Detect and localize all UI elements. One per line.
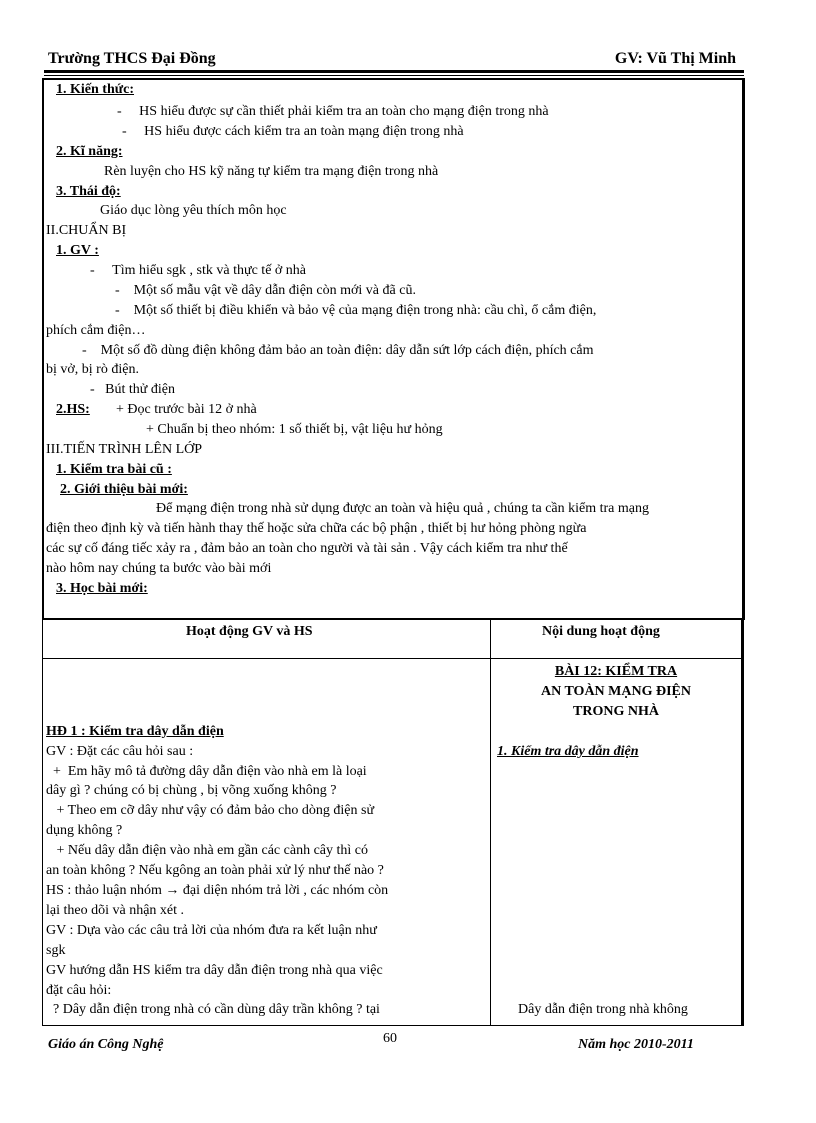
attitude-title: 3. Thái độ: (56, 184, 121, 199)
table-header-activities: Hoạt động GV và HS (186, 624, 313, 639)
lesson-heading (492, 662, 740, 682)
activity-line: GV : Đặt các câu hỏi sau : (46, 744, 194, 759)
activity-title: HĐ 1 : Kiểm tra dây dẫn điện (46, 724, 224, 739)
intro-line: Để mạng điện trong nhà sử dụng được an toàn và hiệu quả , chúng ta cần kiểm tra mạng (156, 501, 649, 516)
activity-line: + Nếu dây dẫn điện vào nhà em gần các cành cây thì có (46, 843, 368, 858)
lesson-heading-line: TRONG NHÀ (573, 704, 659, 719)
table-column-divider (490, 619, 491, 1025)
gv-label: 1. GV : (56, 243, 99, 258)
intro-title: 2. Giới thiệu bài mới: (60, 482, 188, 497)
activity-line: đặt câu hỏi: (46, 983, 112, 998)
activity-line: + Em hãy mô tả đường dây dẫn điện vào nhà em là loại (46, 764, 367, 779)
skill-title: 2. Kĩ năng: (56, 144, 123, 159)
header-rule-thick (44, 70, 744, 73)
activity-line: GV hướng dẫn HS kiểm tra dây dẫn điện trong nhà qua việc (46, 963, 383, 978)
hs-item: + Chuẩn bị theo nhóm: 1 số thiết bị, vật liệu hư hỏng (146, 422, 443, 437)
activity-line: ? Dây dẫn điện trong nhà có cần dùng dây trần không ? tại (46, 1002, 380, 1017)
activity-line: an toàn không ? Nếu kgông an toàn phải xử lý như thế nào ? (46, 863, 384, 878)
lesson-title: 3. Học bài mới: (56, 581, 148, 596)
check-title: 1. Kiểm tra bài cũ : (56, 462, 172, 477)
intro-line: các sự cố đáng tiếc xảy ra , đảm bảo an toàn cho người và tài sản . Vậy cách kiểm tra như thế (46, 541, 568, 556)
section-title-process: III.TIẾN TRÌNH LÊN LỚP (46, 442, 203, 457)
hs-item: + Đọc trước bài 12 ở nhà (116, 402, 257, 417)
activity-line: sgk (46, 943, 66, 958)
knowledge-item: - HS hiểu được sự cần thiết phải kiểm tra an toàn cho mạng điện trong nhà (117, 104, 549, 119)
page-number: 60 (383, 1031, 397, 1046)
school-name: Trường THCS Đại Đồng (48, 50, 216, 67)
gv-item-cont: bị vở, bị rò điện. (46, 362, 139, 377)
attitude-text: Giáo dục lòng yêu thích môn học (100, 203, 287, 218)
header-rule-thin (44, 75, 744, 76)
knowledge-item: - HS hiểu được cách kiểm tra an toàn mạng điện trong nhà (122, 124, 464, 139)
content-text: Dây dẫn điện trong nhà không (518, 1002, 688, 1017)
intro-line: nào hôm nay chúng ta bước vào bài mới (46, 561, 272, 576)
activity-line: dây gì ? chúng có bị chùng , bị võng xuống không ? (46, 783, 337, 798)
gv-item: - Bút thử điện (90, 382, 175, 397)
activity-line: HS : thảo luận nhóm → đại diện nhóm trả lời , các nhóm còn (46, 883, 389, 898)
knowledge-title: 1. Kiến thức: (56, 82, 135, 97)
gv-item-cont: phích cắm điện… (46, 323, 146, 338)
teacher-name: GV: Vũ Thị Minh (614, 50, 736, 67)
skill-text: Rèn luyện cho HS kỹ năng tự kiểm tra mạng điện trong nhà (104, 164, 439, 179)
gv-item: - Một số đồ dùng điện không đảm bảo an toàn điện: dây dẫn sứt lớp cách điện, phích cắm (82, 343, 594, 358)
hs-label: 2.HS: (56, 402, 90, 417)
lesson-heading-line: AN TOÀN MẠNG ĐIỆN (541, 684, 691, 699)
lesson-heading-line: BÀI 12: KIỂM TRA (554, 664, 678, 679)
activity-line: + Theo em cỡ dây như vậy có đảm bảo cho dòng điện sử (46, 803, 375, 818)
activity-line: dụng không ? (46, 823, 123, 838)
footer-school-year: Năm học 2010-2011 (578, 1037, 694, 1052)
content-title: 1. Kiểm tra dây dẫn điện (497, 744, 639, 759)
table-header-content: Nội dung hoạt động (542, 624, 660, 639)
gv-item: - Tìm hiểu sgk , stk và thực tế ở nhà (90, 263, 307, 278)
intro-line: điện theo định kỳ và tiến hành thay thế hoặc sửa chữa các bộ phận , thiết bị hư hỏng phòng ngừa (46, 521, 587, 536)
section-title-preparation: II.CHUẨN BỊ (46, 223, 127, 238)
table-header-divider (42, 658, 742, 659)
activity-line: GV : Dựa vào các câu trả lời của nhóm đưa ra kết luận như (46, 923, 377, 938)
gv-item: - Một số thiết bị điều khiển và bảo vệ của mạng điện trong nhà: cầu chì, ổ cắm điện, (115, 303, 597, 318)
gv-item: - Một số mẫu vật về dây dẫn điện còn mới và đã cũ. (115, 283, 416, 298)
activity-line: lại theo dõi và nhận xét . (46, 903, 185, 918)
footer-subject: Giáo án Công Nghệ (48, 1037, 164, 1052)
